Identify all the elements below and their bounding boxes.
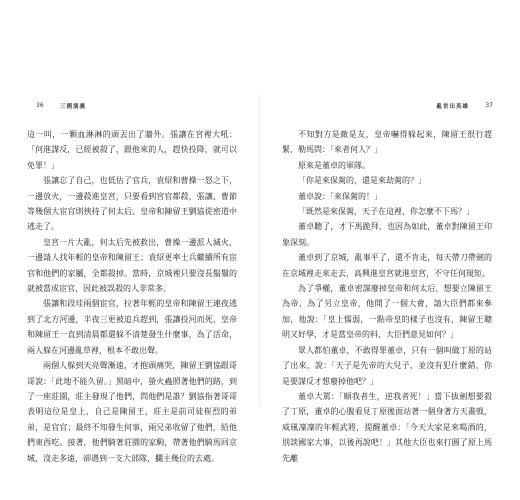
page-header	[268, 100, 513, 112]
paragraph: 不知對方是敵是友，皇帝嚇得躲起來，陳留王很行趕緊，勒馬問：「來者何人？」	[282, 130, 492, 155]
paragraph: 皇宮一片大亂，何太后先被救出，曹操一邊派人滅火，一邊請人找年輕的皇帝和陳留王；袁紹更率士兵繼續所有宦官和他們的家屬，全都殺掉。當時，京城裡只要沒長鬍鬚的就被當成宦官，因此被誤殺的人非常多。	[27, 237, 237, 294]
paragraph: 為了爭權，董卓密謀廢掉皇帝和何太后，想要立陳留王為帝，為了另立皇帝，他開了一個大會，請大臣們都來參加，他說：「皇上懦弱，一點帝皇的樣子也沒有，陳留王聰明又好學，才是當皇帝的料，大臣們意見如何？」	[282, 284, 492, 340]
paragraph: 這一叫，一顆血淋淋的頭丟出了牆外。張讓在宮裡大吼：「何進謀反，已經被殺了，跟他來的人，趕快投降，就可以免罪！」	[27, 130, 237, 170]
paragraph: 董卓聽了，才下馬跪拜，也因為如此，董卓對陳留王印象深刻。	[282, 222, 492, 247]
paragraph: 「既然是來保駕，天子在這裡，你怎麼不下馬？」	[298, 207, 474, 217]
paragraph: 張讓忘了自己，也低估了官兵，袁紹和曹操一怒之下，一邊放火，一邊殺進皇宮，只要看到宮官都殺，張讓、曹節等幾個大宦官則挾持了何太后、皇帝和陳留王劉協從密道中逃走了。	[27, 176, 237, 232]
running-title: 亂世出英雄	[436, 104, 469, 110]
paragraph: 原來是董卓的軍隊。	[298, 160, 370, 170]
page-header	[6, 100, 251, 112]
paragraph: 董卓說：「來保駕的！」	[298, 191, 382, 201]
paragraph: 張讓和段珪兩個宦官，拉著年輕的皇帝和陳留王連夜逃到了北方河邊，半夜三更被追兵趕到，張讓投河而死，皇帝和陳留王一直到清晨都還躲不清楚發生什麼事，為了活命，兩人躲在河邊亂草裡，根本不敢出聲。	[27, 299, 237, 355]
paragraph: 眾人都怕董卓，不敢得罪董卓，只有一個叫做丁原的站了出來，說：「天子是先帝的大兒子，並沒有犯什麼錯，你是要謀反才想廢掉他吧？」	[282, 345, 492, 386]
page-number: 36	[36, 102, 44, 109]
body-text	[282, 127, 492, 466]
paragraph: 董卓大罵：「順我者生，逆我者死！」當下拔劍想要殺了丁原，董卓的心腹看見丁原後面站著一個身著方天畫戟，威風凜凜的年輕武將，提醒董卓：「今天大家是來喝酒的，別談國家大事，以後再說吧！」其他大臣也來打圓了原上馬先離	[282, 391, 492, 463]
running-title: 三國演義	[60, 104, 87, 110]
paragraph: 「你是來保駕的，還是來劫駕的？」	[298, 176, 426, 186]
paragraph: 董卓到了京城，亂事平了，還不肯走，每天帶刀帶劍的在京城裡走來走去，高興進皇宮就進皇宮，不守任何規矩。	[282, 253, 492, 278]
right-page	[268, 0, 513, 500]
page-number: 37	[485, 102, 493, 109]
paragraph: 兩個人躲到天亮聲漸遠，才抱頭痛哭，陳留王劉協跟哥哥說：「此地不能久留。」黑暗中，螢火蟲照著他們的路，到了一座莊園，莊主發現了他們，問他們是誰？劉協指著哥哥表明這位是皇上，自己是陳留王，莊主是前司徒崔烈的弟弟，是官官；最終不知發生何事，兩兄弟收留了他們，給他們東西吃。接著，他們騎著莊園的家駒，帶著他們騎馬回京城，沒走多遠，卻遇到一支大部隊，攔主幾位的去處。	[27, 361, 237, 463]
book-gutter	[259, 95, 260, 405]
left-page	[6, 0, 251, 500]
body-text	[27, 127, 237, 466]
